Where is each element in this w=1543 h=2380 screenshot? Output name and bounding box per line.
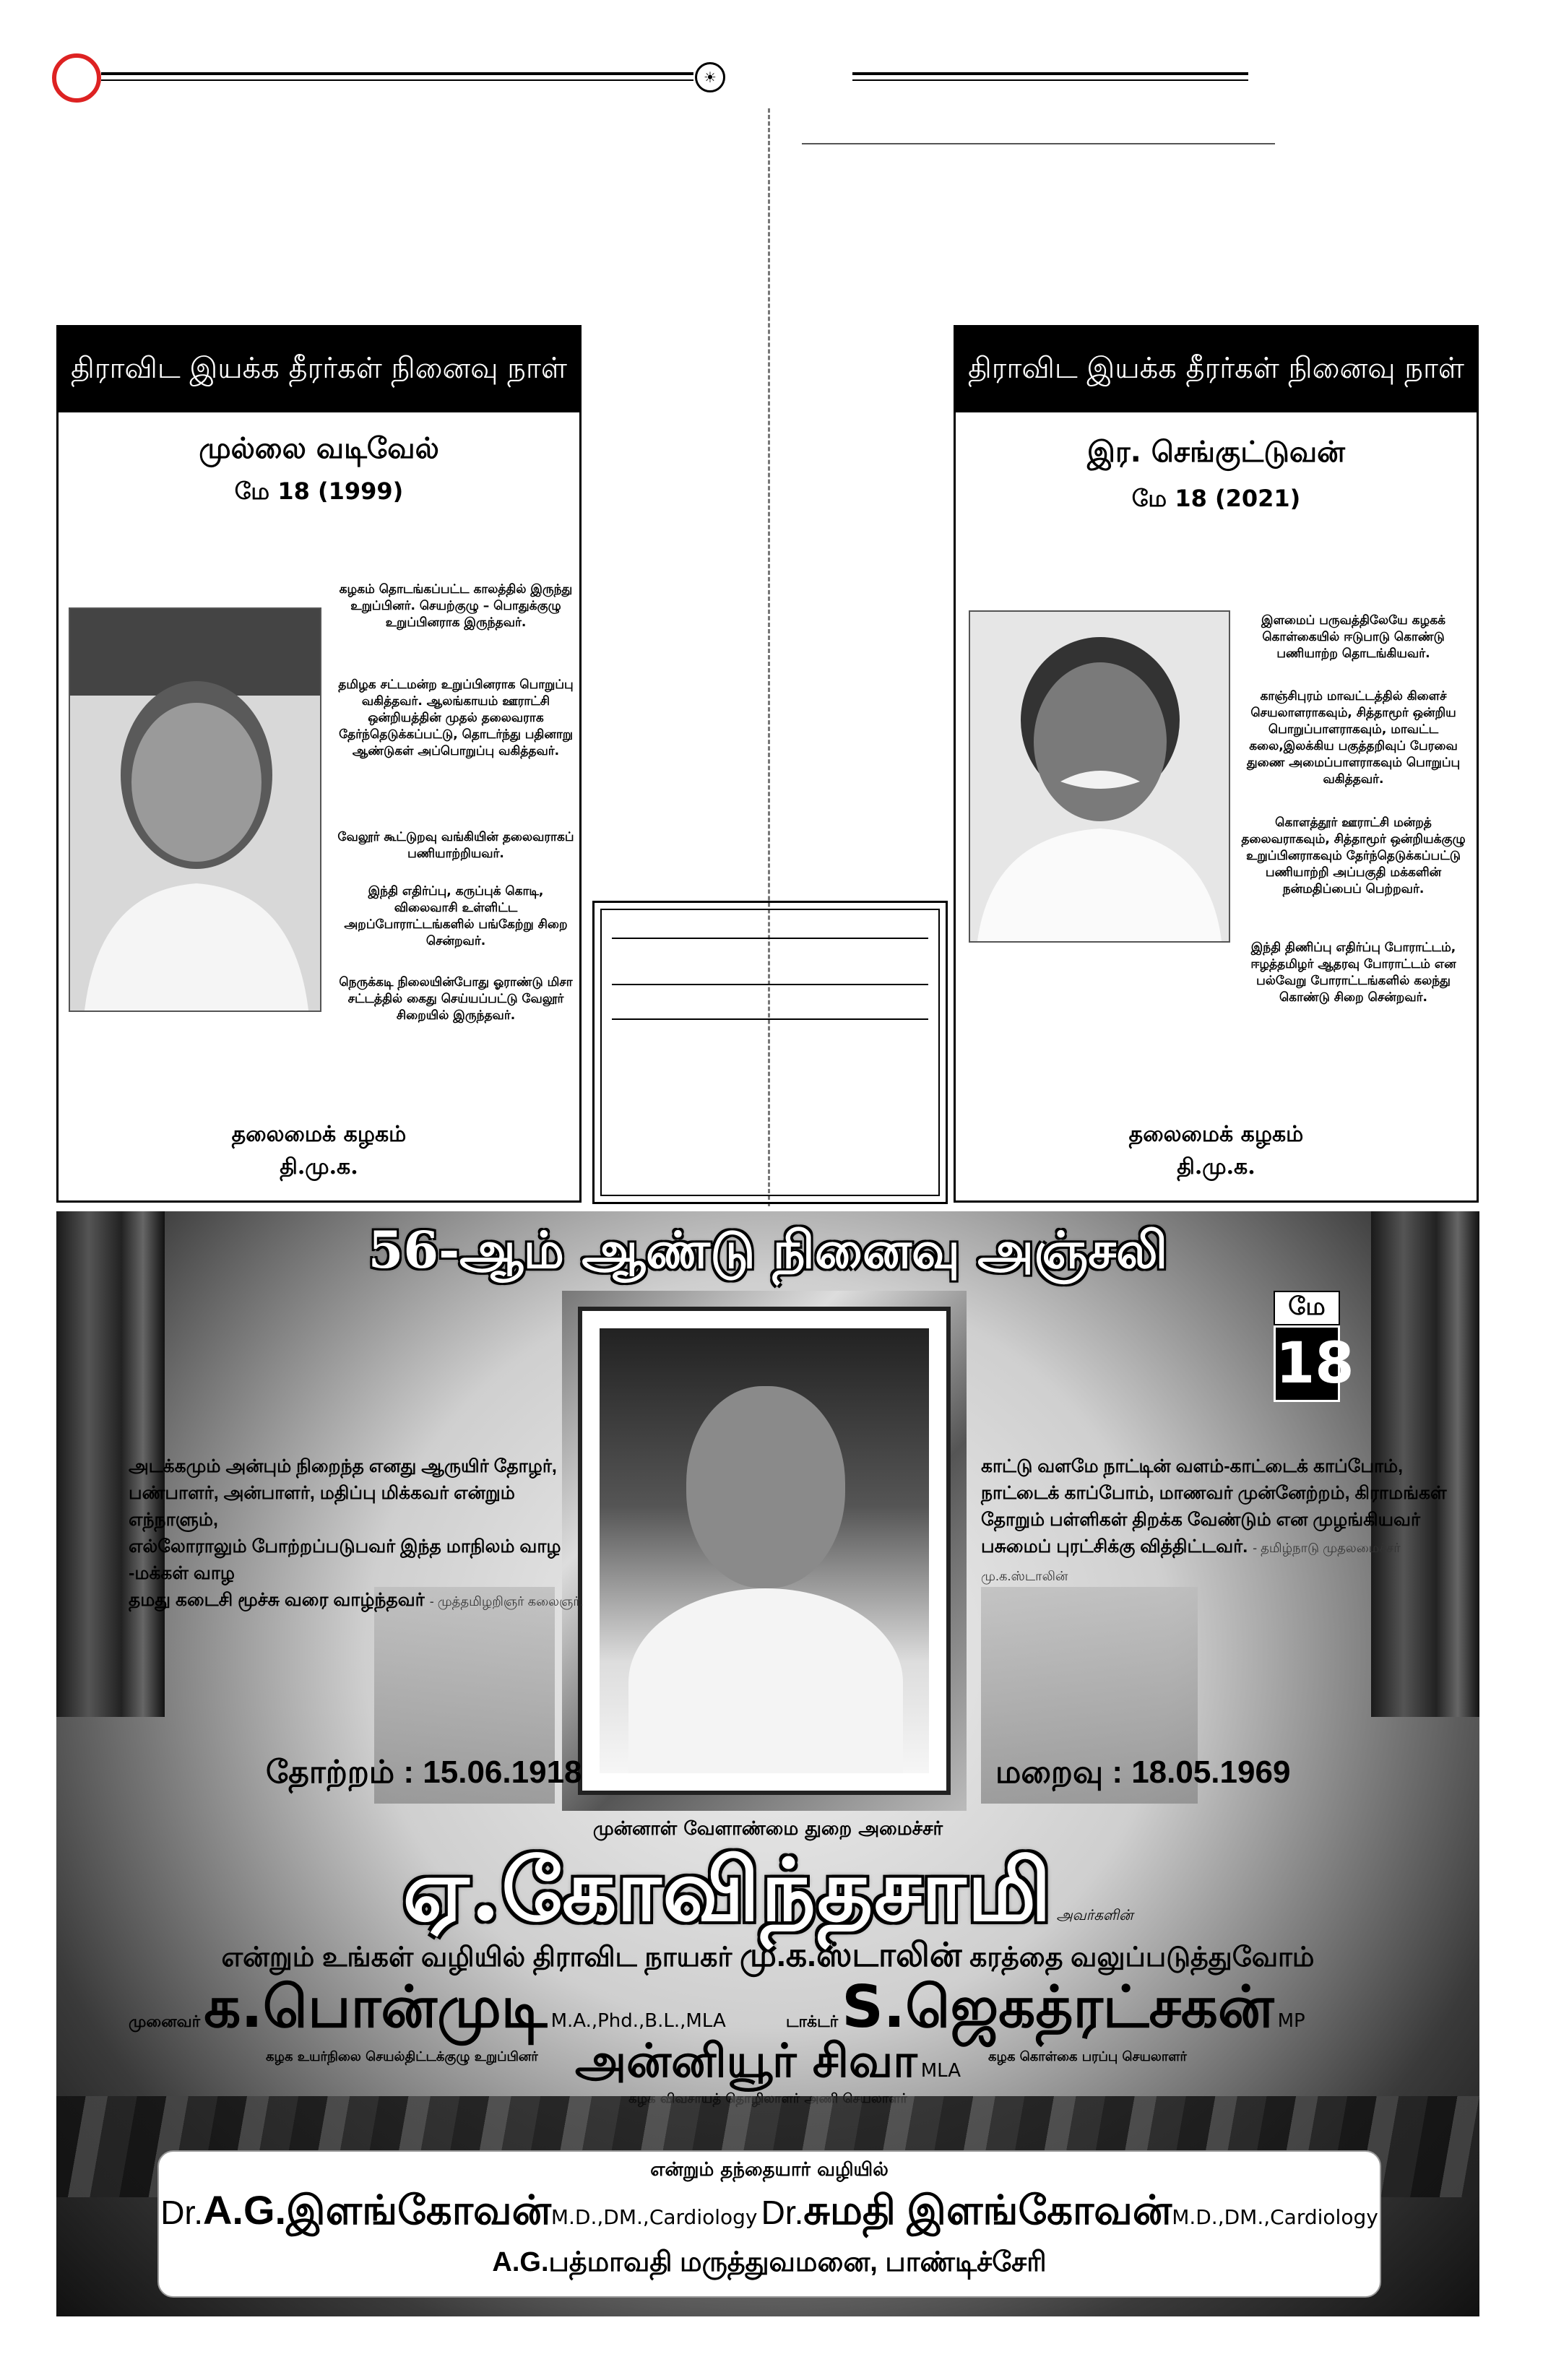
doctor-prefix: Dr. [761,2194,804,2231]
box-rule [612,938,928,939]
sponsor-intro: என்றும் தந்தையார் வழியில் [650,2159,889,2181]
main-name: ஏ.கோவிந்தசாமி [402,1840,1053,1940]
box-rule [612,1018,928,1020]
card-footer-party: தி.மு.க. [280,1154,358,1180]
quote-line: எல்லோராலும் போற்றப்படுபவர் இந்த மாநிலம் வாழ -மக்கள் வாழ [129,1536,561,1583]
slogan [56,1935,1479,1979]
quote-source: - முத்தமிழறிஞர் கலைஞர். [429,1594,584,1609]
person-degree: MP [1277,2010,1305,2032]
doctor-name: சுமதி இளங்கோவன் [803,2187,1172,2233]
bio-paragraph: வேலூர் கூட்டுறவு வங்கியின் தலைவராகப் பணியாற்றியவர். [337,830,574,861]
bio-paragraph: கழகம் தொடங்கப்பட்ட காலத்தில் இருந்து உறுப்பினர். செயற்குழு – பொதுக்குழு உறுப்பினராக இருந்தவர். [339,582,573,630]
header-rule-left-thin [101,79,693,81]
bio-paragraph: கொளத்தூர் ஊராட்சி மன்றத் தலைவராகவும், சித்தாமூர் ஒன்றியக்குழு உறுப்பினராகவும் தேர்ந்தெடுக்கப்பட்டு பணியாற்றி அப்பகுதி மக்களின் நன்மதிப்பைப் பெற்றவர். [1241,815,1466,896]
header-rule-sub [802,143,1275,144]
death-date: மறைவு : 18.05.1969 [995,1754,1291,1790]
slogan-part: கரத்தை வலுப்படுத்துவோம் [969,1942,1315,1973]
designation: முன்னாள் வேளாண்மை துறை அமைச்சர் [592,1818,943,1840]
hospital-name: A.G.பத்மாவதி மருத்துவமனை, பாண்டிச்சேரி [492,2247,1047,2277]
name-suffix: அவர்களின் [1056,1906,1133,1924]
quote-line: அடக்கமும் அன்பும் நிறைந்த எனது ஆருயிர் தோழர், [129,1456,557,1476]
ad-title: 56-ஆம் ஆண்டு நினைவு அஞ்சலி [368,1220,1168,1280]
card-name: முல்லை வடிவேல் [199,432,439,465]
bio-paragraph: காஞ்சிபுரம் மாவட்டத்தில் கிளைச் செயலாளராகவும், சித்தாமூர் ஒன்றிய பொறுப்பாளராகவும், மாவட்ட கலை,இலக்கிய பகுத்தறிவுப் பேரவை துணை அமைப்பாளராகவும் பொறுப்பு வகித்தவர். [1246,689,1461,787]
badge-day: 18 [1274,1325,1340,1402]
person-role: கழக உயர்நிலை செயல்திட்டக்குழு உறுப்பினர் [266,2049,538,2064]
header-rule-right-thin [852,79,1248,81]
bio-paragraph: இந்தி எதிர்ப்பு, கருப்புக் கொடி, விலைவாசி உள்ளிட்ட அறப்போராட்டங்களில் பங்கேற்று சிறை சென்றவர். [344,884,568,948]
quote-right [981,1453,1472,1590]
person-prefix: டாக்டர் [786,2013,839,2031]
memorial-card-left [56,325,582,1203]
rising-sun-emblem-icon: ☀ [695,62,725,92]
quote-left [129,1453,591,1615]
quote-line: தமது கடைசி மூச்சு வரை வாழ்ந்தவர் [129,1590,425,1610]
person-prefix: முனைவர் [129,2013,201,2031]
quote-line: பசுமைப் புரட்சிக்கு வித்திட்டவர். [981,1536,1248,1557]
person-degree: M.A.,Phd.,B.L.,MLA [550,2010,726,2032]
person-name: அன்னியூர் சிவா [574,2035,917,2088]
quote-source: - தமிழ்நாடு முதலமைச்சர் மு.க.ஸ்டாலின் [981,1541,1401,1583]
person-degree: MLA [920,2060,961,2082]
quote-line: காட்டு வளமே நாட்டின் வளம்-காட்டைக் காப்போம், [981,1456,1404,1476]
slogan-part: திராவிட நாயகர் [532,1942,732,1973]
doctor-prefix: Dr. [160,2194,203,2231]
bio-paragraph: தமிழக சட்டமன்ற உறுப்பினராக பொறுப்பு வகித்தவர். ஆலங்காயம் ஊராட்சி ஒன்றியத்தின் முதல் தலைவராக தேர்ந்தெடுக்கப்பட்டு, தொடர்ந்து பதினாறு ஆண்டுகள் அப்பொறுப்பு வகித்தவர். [338,678,574,758]
card-footer-party: தி.மு.க. [1177,1154,1255,1180]
main-portrait-photo [600,1328,929,1773]
sponsor-names [159,2186,1380,2239]
card-header: திராவிட இயக்க தீரர்கள் நினைவு நாள் [956,327,1477,412]
quote-line: தோறும் பள்ளிகள் திறக்க வேண்டும் என முழங்கியவர் [981,1510,1421,1530]
memorial-advertisement [56,1211,1479,2316]
header-rule-right [852,72,1248,75]
bio-paragraph: இந்தி திணிப்பு எதிர்ப்பு போராட்டம், ஈழத்தமிழர் ஆதரவு போராட்டம் என பல்வேறு போராட்டங்களில் கலந்து கொண்டு சிறை சென்றவர். [1250,940,1456,1005]
person-name: க.பொன்முடி [204,1973,548,2041]
header-rule-left [101,72,693,75]
portrait-photo [69,607,321,1012]
sponsor-panel [157,2150,1381,2298]
date-badge [1274,1291,1354,1406]
card-date: மே 18 (2021) [1131,485,1301,512]
card-date: மே 18 (1999) [234,477,404,505]
card-header: திராவிட இயக்க தீரர்கள் நினைவு நாள் [59,327,579,412]
birth-date: தோற்றம் : 15.06.1918 [266,1754,582,1790]
bio-paragraph: இளமைப் பருவத்திலேயே கழகக் கொள்கையில் ஈடுபாடு கொண்டு பணியாற்ற தொடங்கியவர். [1261,613,1445,661]
memorial-card-right [954,325,1479,1203]
header-circle-ornament [52,53,101,103]
person-role: கழக கொள்கை பரப்பு செயலாளர் [988,2049,1187,2064]
card-footer-org: தலைமைக் கழகம் [1128,1122,1304,1147]
person-name: S.ஜெகத்ரட்சகன் [842,1973,1274,2041]
portrait-frame [562,1291,967,1811]
quote-line: பண்பாளர், அன்பாளர், மதிப்பு மிக்கவர் என்றும் எந்நாளும், [129,1483,515,1530]
box-rule [612,984,928,985]
quote-line: நாட்டைக் காப்போம், மாணவர் முன்னேற்றம், கிராமங்கள் [981,1483,1447,1503]
doctor-degree: M.D.,DM.,Cardiology [550,2205,758,2229]
slogan-part: என்றும் உங்கள் வழியில் [221,1942,526,1973]
badge-month: மே [1274,1291,1340,1325]
blank-box [592,901,948,1204]
doctor-degree: M.D.,DM.,Cardiology [1172,2205,1378,2229]
doctor-name: A.G.இளங்கோவன் [202,2187,551,2233]
card-name: இர. செங்குட்டுவன் [1087,436,1345,469]
bio-paragraph: நெருக்கடி நிலையின்போது ஓராண்டு மிசா சட்டத்தில் கைது செய்யப்பட்டு வேலூர் சிறையில் இருந்தவர். [339,975,573,1023]
portrait-photo [969,610,1230,943]
person-annyur-siva [56,2035,1479,2094]
slogan-part: மு.க.ஸ்டாலின் [739,1936,962,1973]
card-footer-org: தலைமைக் கழகம் [231,1122,407,1147]
